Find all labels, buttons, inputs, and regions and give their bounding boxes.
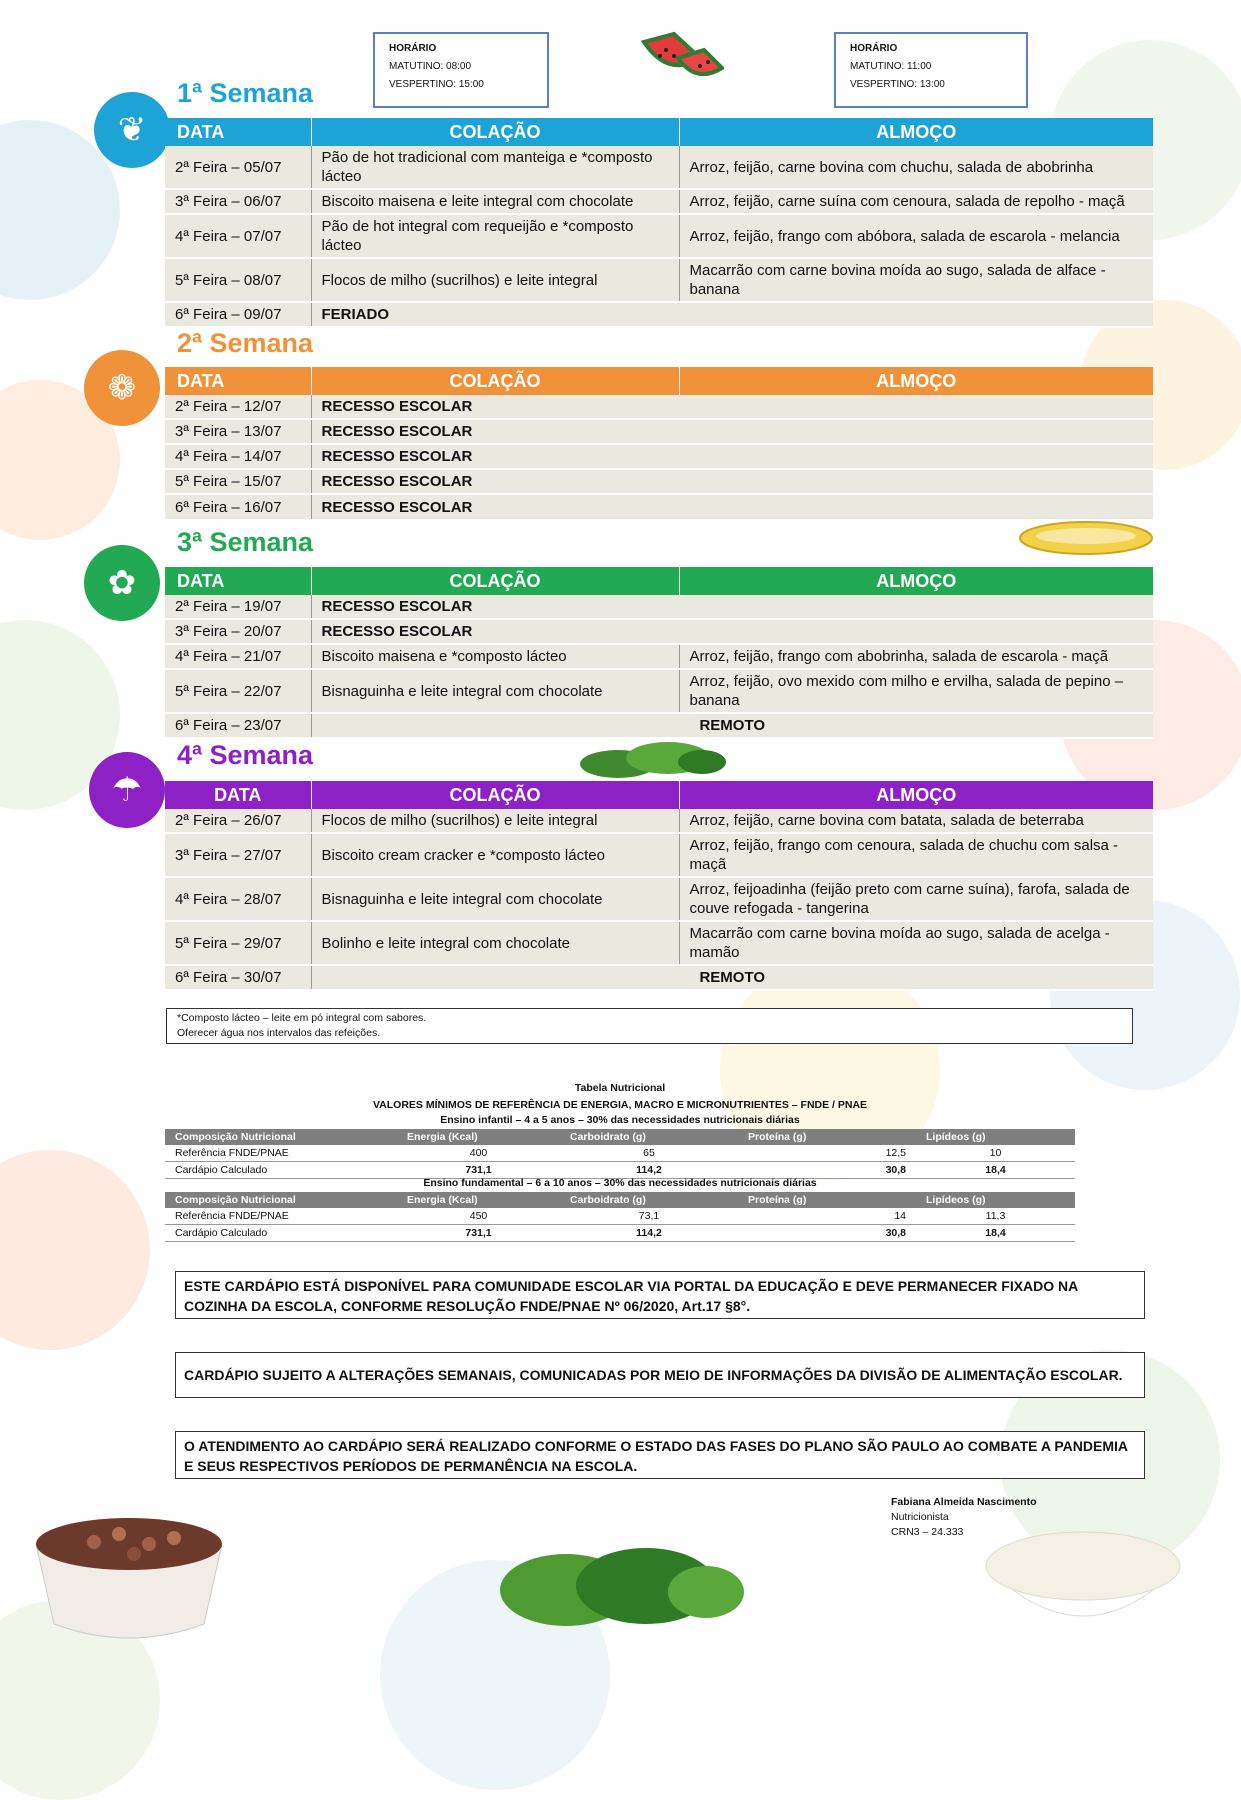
energy-value: 731,1 — [397, 1162, 560, 1179]
cell-colacao: REMOTO — [311, 965, 1153, 990]
cell-data: 4ª Feira – 14/07 — [165, 444, 311, 469]
cell-colacao: Bisnaguinha e leite integral com chocolate — [311, 669, 679, 713]
week-1-title: 1ª Semana — [177, 78, 314, 108]
header-almoco: ALMOÇO — [679, 781, 1153, 809]
table-row — [165, 494, 1153, 520]
cell-almoco: Arroz, feijão, carne bovina com chuchu, salada de abobrinha — [679, 146, 1153, 189]
cell-data: 4ª Feira – 28/07 — [165, 877, 311, 921]
lipid-value: 10 — [916, 1145, 1075, 1162]
cell-data: 6ª Feira – 16/07 — [165, 494, 311, 520]
horario-vespertino: VESPERTINO: 15:00 — [389, 79, 484, 90]
footnote-line: Oferecer água nos intervalos das refeições. — [177, 1027, 381, 1039]
cell-colacao: Pão de hot integral com requeijão e *composto lácteo — [311, 214, 679, 258]
row-label: Referência FNDE/PNAE — [165, 1145, 397, 1162]
column-header: Proteína (g) — [738, 1129, 916, 1145]
column-header: Composição Nutricional — [165, 1192, 397, 1208]
header-almoco: ALMOÇO — [679, 567, 1153, 595]
row-label: Cardápio Calculado — [165, 1162, 397, 1179]
header-almoco: ALMOÇO — [679, 118, 1153, 146]
pumpkin-icon: ❁ — [84, 350, 160, 426]
nutrition-table-fundamental — [165, 1192, 1075, 1242]
column-header: Lipídeos (g) — [916, 1129, 1075, 1145]
table-row — [165, 1145, 1075, 1162]
table-row — [165, 713, 1153, 738]
header-data: DATA — [177, 570, 225, 591]
carb-value: 73,1 — [560, 1208, 738, 1225]
table-row — [165, 877, 1153, 921]
signature-name: Fabiana Almeida Nascimento — [891, 1496, 1037, 1508]
table-row — [165, 1225, 1075, 1242]
week-1-table — [165, 118, 1153, 328]
cell-colacao: Flocos de milho (sucrilhos) e leite integral — [311, 258, 679, 302]
horario-box-colacao — [373, 32, 549, 108]
cell-data: 6ª Feira – 30/07 — [165, 965, 311, 990]
header-colacao: COLAÇÃO — [311, 567, 679, 595]
column-header: Carboidrato (g) — [560, 1192, 738, 1208]
lipid-value: 18,4 — [916, 1225, 1075, 1242]
cell-data: 5ª Feira – 29/07 — [165, 921, 311, 965]
cell-almoco: Arroz, feijoadinha (feijão preto com carne suína), farofa, salada de couve refogada - tangerina — [679, 877, 1153, 921]
protein-value: 30,8 — [738, 1225, 916, 1242]
table-row — [165, 965, 1153, 990]
cell-colacao: RECESSO ESCOLAR — [311, 469, 1153, 494]
energy-value: 450 — [397, 1208, 560, 1225]
cell-data: 6ª Feira – 23/07 — [165, 713, 311, 738]
lipid-value: 11,3 — [916, 1208, 1075, 1225]
table-row — [165, 809, 1153, 833]
mushroom-icon: ☂ — [89, 752, 165, 828]
cell-colacao: Biscoito maisena e leite integral com chocolate — [311, 189, 679, 214]
protein-value: 14 — [738, 1208, 916, 1225]
cell-colacao: RECESSO ESCOLAR — [311, 395, 1153, 419]
broccoli-icon: ❦ — [94, 92, 170, 168]
table-row — [165, 302, 1153, 327]
lipid-value: 18,4 — [916, 1162, 1075, 1179]
cell-data: 4ª Feira – 21/07 — [165, 644, 311, 669]
week-2-table — [165, 367, 1153, 521]
cell-almoco: Arroz, feijão, ovo mexido com milho e ervilha, salada de pepino – banana — [679, 669, 1153, 713]
melon-illustration — [1016, 516, 1156, 560]
column-header: Energia (Kcal) — [397, 1129, 560, 1145]
footnote-line: *Composto lácteo – leite em pó integral com sabores. — [177, 1012, 427, 1024]
notice-alteracoes: CARDÁPIO SUJEITO A ALTERAÇÕES SEMANAIS, COMUNICADAS POR MEIO DE INFORMAÇÕES DA DIVISÃO DE ALIMENTAÇÃO ESCOLAR. — [175, 1352, 1145, 1398]
nutrition-title: Tabela Nutricional — [574, 1082, 666, 1094]
horario-matutino: MATUTINO: 08:00 — [389, 61, 472, 72]
header-data: DATA — [177, 370, 225, 391]
table-row — [165, 644, 1153, 669]
cell-data: 5ª Feira – 22/07 — [165, 669, 311, 713]
horario-vespertino: VESPERTINO: 13:00 — [850, 79, 945, 90]
week-3-title: 3ª Semana — [177, 527, 314, 557]
row-label: Cardápio Calculado — [165, 1225, 397, 1242]
cell-data: 3ª Feira – 06/07 — [165, 189, 311, 214]
protein-value: 12,5 — [738, 1145, 916, 1162]
table-row — [165, 619, 1153, 644]
table-row — [165, 1162, 1075, 1179]
cell-data: 5ª Feira – 15/07 — [165, 469, 311, 494]
cell-almoco: Arroz, feijão, frango com cenoura, salada de chuchu com salsa - maçã — [679, 833, 1153, 877]
notice-atendimento: O ATENDIMENTO AO CARDÁPIO SERÁ REALIZADO CONFORME O ESTADO DAS FASES DO PLANO SÃO PAULO AO COMBATE A PANDEMIA E SEUS RESPECTIVOS PERÍODOS DE PERMANÊNCIA NA ESCOLA. — [175, 1431, 1145, 1479]
header-colacao: COLAÇÃO — [311, 781, 679, 809]
table-row — [165, 469, 1153, 494]
horario-title: HORÁRIO — [850, 43, 898, 54]
carb-value: 65 — [560, 1145, 738, 1162]
horario-matutino: MATUTINO: 11:00 — [850, 61, 932, 72]
table-row — [165, 444, 1153, 469]
cell-colacao: FERIADO — [311, 302, 1153, 327]
column-header: Carboidrato (g) — [560, 1129, 738, 1145]
watermelon-illustration — [638, 28, 724, 86]
horario-box-almoco — [834, 32, 1028, 108]
header-data: DATA — [214, 784, 262, 805]
cell-data: 5ª Feira – 08/07 — [165, 258, 311, 302]
cell-data: 3ª Feira – 20/07 — [165, 619, 311, 644]
table-row — [165, 595, 1153, 619]
notice-portal: ESTE CARDÁPIO ESTÁ DISPONÍVEL PARA COMUNIDADE ESCOLAR VIA PORTAL DA EDUCAÇÃO E DEVE PERMANECER FIXADO NA COZINHA DA ESCOLA, CONFORME RESOLUÇÃO FNDE/PNAE Nº 06/2020, Art.17 §8°. — [175, 1271, 1145, 1319]
cell-almoco: Arroz, feijão, frango com abóbora, salada de escarola - melancia — [679, 214, 1153, 258]
greens-illustration — [578, 738, 728, 780]
header-colacao: COLAÇÃO — [311, 118, 679, 146]
cell-colacao: RECESSO ESCOLAR — [311, 444, 1153, 469]
week-2-title: 2ª Semana — [177, 328, 314, 358]
lettuce-illustration — [496, 1540, 746, 1632]
cell-data: 3ª Feira – 27/07 — [165, 833, 311, 877]
lettuce-icon: ✿ — [84, 545, 160, 621]
week-3-table — [165, 567, 1153, 739]
energy-value: 400 — [397, 1145, 560, 1162]
carb-value: 114,2 — [560, 1225, 738, 1242]
cell-colacao: RECESSO ESCOLAR — [311, 595, 1153, 619]
footnote-box — [166, 1008, 1133, 1044]
cell-almoco: Arroz, feijão, carne suína com cenoura, salada de repolho - maçã — [679, 189, 1153, 214]
cell-almoco: Macarrão com carne bovina moída ao sugo, salada de acelga - mamão — [679, 921, 1153, 965]
protein-value: 30,8 — [738, 1162, 916, 1179]
table-row — [165, 258, 1153, 302]
table-row — [165, 669, 1153, 713]
cell-almoco: Arroz, feijão, frango com abobrinha, salada de escarola - maçã — [679, 644, 1153, 669]
cell-colacao: Biscoito maisena e *composto lácteo — [311, 644, 679, 669]
cell-almoco: Macarrão com carne bovina moída ao sugo, salada de alface - banana — [679, 258, 1153, 302]
table-row — [165, 921, 1153, 965]
cell-data: 2ª Feira – 05/07 — [165, 146, 311, 189]
table-row — [165, 1208, 1075, 1225]
table-row — [165, 214, 1153, 258]
nutrition-table-infantil — [165, 1129, 1075, 1179]
table-row — [165, 395, 1153, 419]
signature-crn: CRN3 – 24.333 — [891, 1526, 964, 1538]
header-almoco: ALMOÇO — [679, 367, 1153, 395]
cell-colacao: Bolinho e leite integral com chocolate — [311, 921, 679, 965]
cell-almoco: Arroz, feijão, carne bovina com batata, salada de beterraba — [679, 809, 1153, 833]
cell-colacao: Flocos de milho (sucrilhos) e leite integral — [311, 809, 679, 833]
cell-colacao: RECESSO ESCOLAR — [311, 619, 1153, 644]
nutrition-group-label: Ensino fundamental – 6 a 10 anos – 30% das necessidades nutricionais diárias — [423, 1177, 817, 1189]
table-row — [165, 189, 1153, 214]
week-4-title: 4ª Semana — [177, 740, 314, 770]
cell-data: 2ª Feira – 26/07 — [165, 809, 311, 833]
week-4-table — [165, 781, 1153, 991]
signature-role: Nutricionista — [891, 1511, 949, 1523]
cell-colacao: RECESSO ESCOLAR — [311, 419, 1153, 444]
cell-data: 6ª Feira – 09/07 — [165, 302, 311, 327]
carb-value: 114,2 — [560, 1162, 738, 1179]
column-header: Energia (Kcal) — [397, 1192, 560, 1208]
nutrition-group-label: Ensino infantil – 4 a 5 anos – 30% das necessidades nutricionais diárias — [440, 1114, 800, 1126]
cell-colacao: Bisnaguinha e leite integral com chocolate — [311, 877, 679, 921]
table-row — [165, 146, 1153, 189]
header-colacao: COLAÇÃO — [311, 367, 679, 395]
cell-colacao: RECESSO ESCOLAR — [311, 494, 1153, 520]
cell-colacao: Biscoito cream cracker e *composto lácteo — [311, 833, 679, 877]
cell-data: 2ª Feira – 19/07 — [165, 595, 311, 619]
table-row — [165, 419, 1153, 444]
beans-bowl-illustration — [24, 1504, 234, 1649]
cell-colacao: REMOTO — [311, 713, 1153, 738]
horario-title: HORÁRIO — [389, 43, 437, 54]
cell-data: 2ª Feira – 12/07 — [165, 395, 311, 419]
cell-data: 3ª Feira – 13/07 — [165, 419, 311, 444]
cell-data: 4ª Feira – 07/07 — [165, 214, 311, 258]
cell-colacao: Pão de hot tradicional com manteiga e *composto lácteo — [311, 146, 679, 189]
rice-bowl-illustration — [978, 1516, 1188, 1656]
column-header: Lipídeos (g) — [916, 1192, 1075, 1208]
row-label: Referência FNDE/PNAE — [165, 1208, 397, 1225]
column-header: Proteína (g) — [738, 1192, 916, 1208]
column-header: Composição Nutricional — [165, 1129, 397, 1145]
nutrition-subtitle: VALORES MÍNIMOS DE REFERÊNCIA DE ENERGIA, MACRO E MICRONUTRIENTES – FNDE / PNAE — [372, 1099, 868, 1111]
header-data: DATA — [177, 121, 225, 142]
table-row — [165, 833, 1153, 877]
energy-value: 731,1 — [397, 1225, 560, 1242]
